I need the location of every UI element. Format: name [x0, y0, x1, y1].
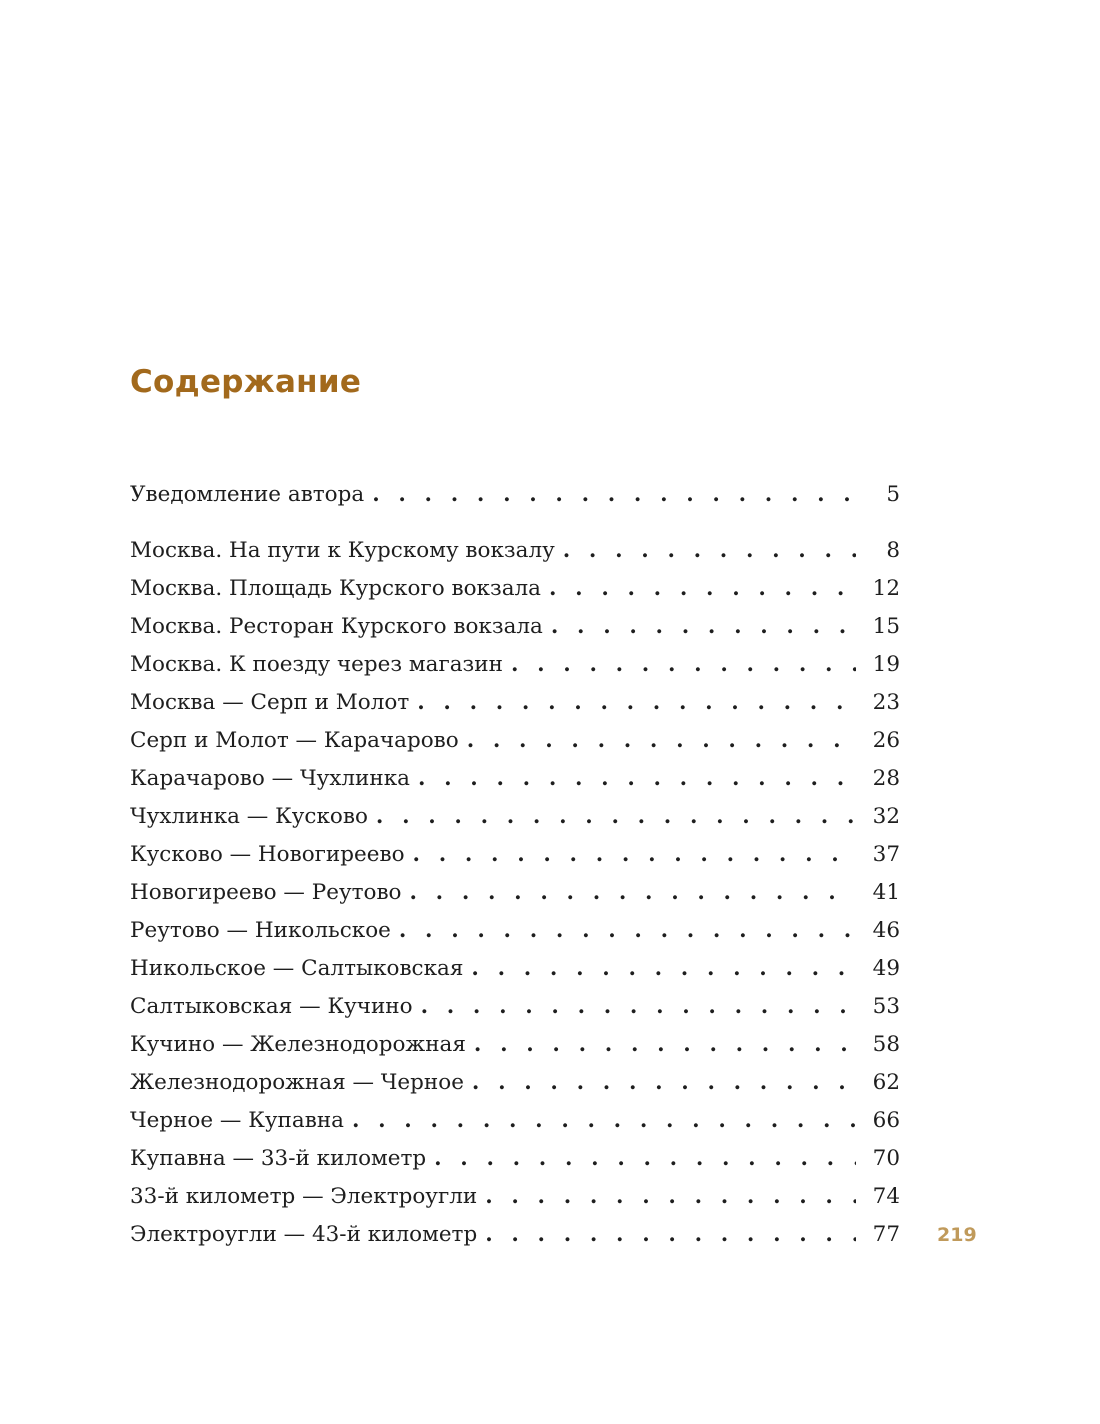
toc-entry-title: Уведомление автора	[130, 482, 365, 507]
toc-entry-title: Москва. Ресторан Курского вокзала	[130, 614, 543, 639]
toc-entry-title: Никольское — Салтыковская	[130, 956, 464, 981]
toc-entry-page: 26	[872, 728, 900, 753]
toc-entry-title: Москва. На пути к Курскому вокзалу	[130, 538, 555, 563]
toc-entry-page: 41	[872, 880, 900, 905]
toc-entry-title: Железнодорожная — Черное	[130, 1070, 464, 1095]
toc-entry	[130, 836, 900, 874]
dot-leader	[485, 1178, 856, 1216]
toc-entry-page: 62	[872, 1070, 900, 1095]
toc-entry-title: Москва. К поезду через магазин	[130, 652, 503, 677]
toc-entry-page: 58	[872, 1032, 900, 1057]
toc-entry	[130, 608, 900, 646]
toc-entry	[130, 722, 900, 760]
dot-leader	[472, 1064, 856, 1102]
dot-leader	[471, 950, 856, 988]
toc-entry-page: 23	[872, 690, 900, 715]
toc-entry-title: Чухлинка — Кусково	[130, 804, 368, 829]
toc-entry-page: 66	[872, 1108, 900, 1133]
toc-entry-page: 37	[872, 842, 900, 867]
dot-leader	[563, 532, 856, 570]
dot-leader	[511, 646, 856, 684]
dot-leader	[413, 836, 856, 874]
toc-entry-title: Новогиреево — Реутово	[130, 880, 402, 905]
dot-leader	[418, 760, 856, 798]
toc-entry-page: 70	[872, 1146, 900, 1171]
toc-entry	[130, 950, 900, 988]
toc-entry-page: 5	[886, 482, 900, 507]
toc-entry	[130, 912, 900, 950]
page-number: 219	[937, 1224, 977, 1246]
toc-entry	[130, 988, 900, 1026]
dot-leader	[421, 988, 856, 1026]
dot-leader	[474, 1026, 856, 1064]
dot-leader	[417, 684, 856, 722]
toc-entry-page: 49	[872, 956, 900, 981]
dot-leader	[434, 1140, 856, 1178]
toc-entry	[130, 1140, 900, 1178]
toc-entry-page: 77	[872, 1222, 900, 1247]
toc-entry-page: 8	[886, 538, 900, 563]
toc-entry	[130, 1064, 900, 1102]
dot-leader	[549, 570, 856, 608]
toc-entry-title: Серп и Молот — Карачарово	[130, 728, 459, 753]
toc-entry-page: 74	[872, 1184, 900, 1209]
toc-entry-title: Реутово — Никольское	[130, 918, 391, 943]
toc-entry-title: Москва — Серп и Молот	[130, 690, 410, 715]
toc-entry-title: 33-й километр — Электроугли	[130, 1184, 478, 1209]
dot-leader	[485, 1216, 856, 1254]
toc-entry	[130, 1216, 900, 1254]
toc-entry	[130, 760, 900, 798]
toc-entry-page: 15	[872, 614, 900, 639]
dot-leader	[467, 722, 856, 760]
toc-entry	[130, 1102, 900, 1140]
toc-entry	[130, 476, 900, 514]
toc-entry	[130, 798, 900, 836]
toc-entry-title: Москва. Площадь Курского вокзала	[130, 576, 541, 601]
toc-entry-page: 19	[872, 652, 900, 677]
toc-entry-title: Электроугли — 43-й километр	[130, 1222, 478, 1247]
toc-entry	[130, 1026, 900, 1064]
toc-entry-page: 28	[872, 766, 900, 791]
toc-entry-title: Кусково — Новогиреево	[130, 842, 405, 867]
toc-entry-page: 12	[872, 576, 900, 601]
page-title: Содержание	[130, 364, 362, 400]
toc-entry-title: Карачарово — Чухлинка	[130, 766, 410, 791]
toc-entry-title: Салтыковская — Кучино	[130, 994, 413, 1019]
toc-entry-page: 32	[872, 804, 900, 829]
dot-leader	[352, 1102, 856, 1140]
toc-entry-title: Черное — Купавна	[130, 1108, 344, 1133]
table-of-contents	[130, 476, 900, 1254]
toc-entry	[130, 684, 900, 722]
toc-entry	[130, 874, 900, 912]
dot-leader	[410, 874, 857, 912]
toc-entry-title: Купавна — 33-й километр	[130, 1146, 427, 1171]
toc-entry	[130, 532, 900, 570]
dot-leader	[551, 608, 856, 646]
toc-entry-page: 46	[872, 918, 900, 943]
dot-leader	[372, 476, 856, 514]
toc-entry	[130, 570, 900, 608]
toc-entry	[130, 646, 900, 684]
dot-leader	[399, 912, 856, 950]
toc-entry	[130, 1178, 900, 1216]
toc-entry-page: 53	[872, 994, 900, 1019]
toc-entry-title: Кучино — Железнодорожная	[130, 1032, 466, 1057]
dot-leader	[376, 798, 856, 836]
